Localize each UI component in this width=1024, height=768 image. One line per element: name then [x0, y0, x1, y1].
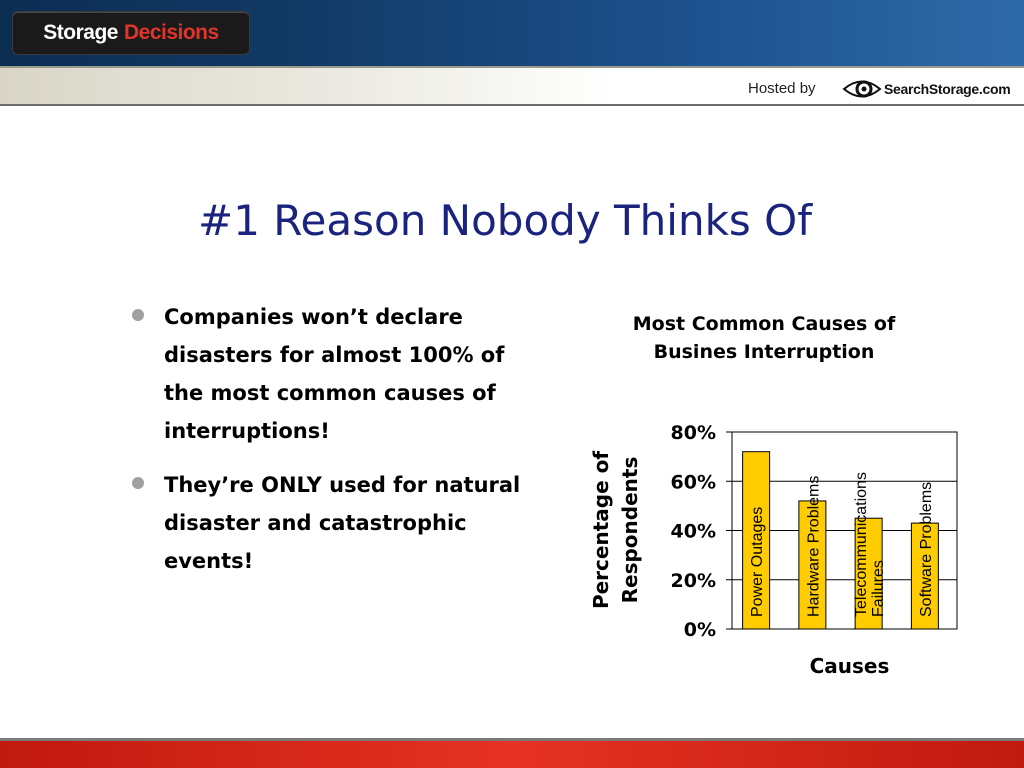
bar-chart: [560, 410, 980, 690]
header-band: [0, 0, 1024, 66]
category-label: Failures: [870, 560, 888, 617]
category-label: Power Outages: [749, 506, 767, 617]
bullet-text: They’re ONLY used for natural disaster and catastrophic events!: [164, 473, 521, 573]
footer-band: [0, 738, 1024, 768]
y-tick-label: 20%: [670, 569, 716, 592]
searchstorage-logo: [842, 72, 1010, 106]
category-label: Telecommunications: [853, 472, 871, 617]
eye-icon: [842, 74, 882, 104]
chart-title: Most Common Causes of Busines Interruption: [632, 313, 896, 363]
y-axis-label: Respondents: [618, 456, 642, 604]
bullet-list: [132, 298, 542, 596]
logo-word-decisions: Decisions: [123, 21, 219, 44]
bullet-dot-icon: [132, 477, 144, 489]
y-axis-label: Percentage of: [589, 450, 613, 610]
y-tick-label: 60%: [670, 471, 716, 494]
category-label: Software Problems: [917, 481, 935, 617]
hosted-by-label: Hosted by: [748, 80, 816, 97]
logo-word-storage: Storage: [43, 21, 118, 44]
slide-title: #1 Reason Nobody Thinks Of: [198, 196, 812, 245]
y-tick-label: 0%: [683, 619, 716, 641]
storage-decisions-logo: [12, 11, 250, 55]
bullet-dot-icon: [132, 309, 144, 321]
y-tick-label: 80%: [670, 422, 716, 444]
y-tick-label: 40%: [670, 520, 716, 543]
x-axis-label: Causes: [809, 654, 890, 678]
bullet-item: [132, 298, 542, 450]
searchstorage-logo-text: SearchStorage.com: [884, 81, 1011, 97]
bullet-item: [132, 466, 542, 580]
category-label: Hardware Problems: [805, 475, 823, 617]
bullet-text: Companies won’t declare disasters for almost 100% of the most common causes of interruptions!: [164, 305, 505, 443]
